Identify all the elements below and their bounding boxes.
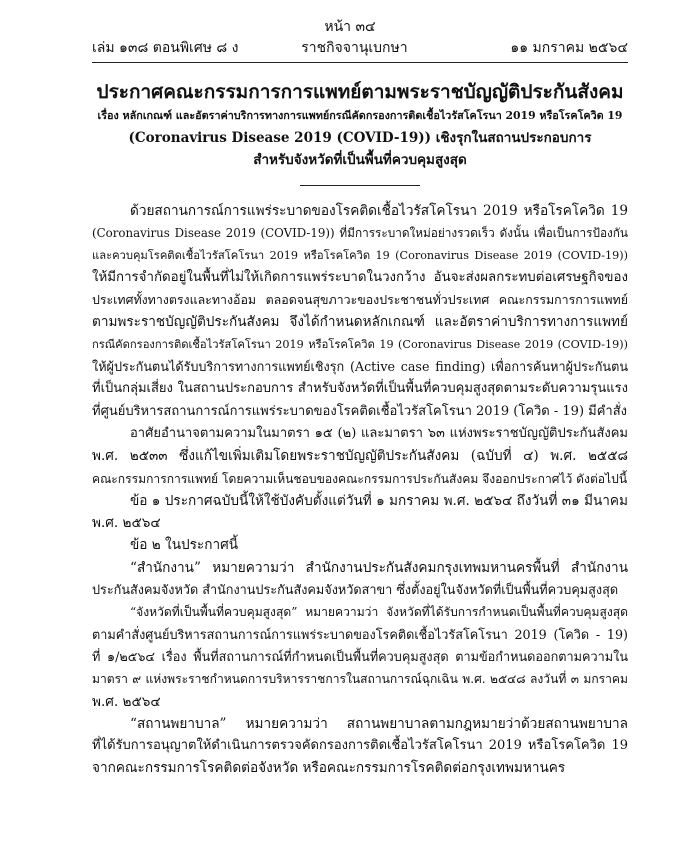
paragraph-line: ให้มีการจำกัดอยู่ในพื้นที่ไม่ให้เกิดการแพร่ระบาดในวงกว้าง อันจะส่งผลกระทบต่อเศรษฐกิจของ — [92, 269, 628, 285]
subject-line: เรื่อง หลักเกณฑ์ และอัตราค่าบริการทางการแพทย์กรณีคัดกรองการติดเชื้อไวรัสโคโรนา 2019 หรือโรคโควิด 19 — [97, 109, 623, 122]
paragraph-line: ที่ได้รับการอนุญาตให้ดำเนินการตรวจคัดกรองการติดเชื้อไวรัสโคโรนา 2019 หรือโรคโควิด 19 — [92, 738, 628, 754]
announcement-body — [92, 200, 628, 780]
paragraph-line: ตามพระราชบัญญัติประกันสังคม จึงได้กำหนดหลักเกณฑ์ และอัตราค่าบริการทางการแพทย์ — [92, 314, 628, 331]
announcement-title: ประกาศคณะกรรมการการแพทย์ตามพระราชบัญญัติประกันสังคม — [96, 81, 624, 103]
paragraph-line: อาศัยอำนาจตามความในมาตรา ๑๕ (๒) และมาตรา ๖๓ แห่งพระราชบัญญัติประกันสังคม — [130, 425, 628, 441]
announcement-subject — [92, 105, 628, 171]
paragraph-line: ที่เป็นกลุ่มเสี่ยง ในสถานประกอบการ สำหรับจังหวัดที่เป็นพื้นที่ควบคุมสูงสุดตามระดับความรุนแรง — [92, 381, 628, 397]
paragraph-line: ที่ศูนย์บริหารสถานการณ์การแพร่ระบาดของโรคติดเชื้อไวรัสโคโรนา 2019 (โควิด - 19) มีคำสั่ง — [92, 403, 627, 419]
paragraph-line: ข้อ ๒ ในประกาศนี้ — [130, 537, 239, 554]
paragraph-line: มาตรา ๙ แห่งพระราชกำหนดการบริหารราชการในสถานการณ์ฉุกเฉิน พ.ศ. ๒๕๔๘ ลงวันที่ ๓ มกราคม — [92, 672, 628, 687]
paragraph-line: ตามคำสั่งศูนย์บริหารสถานการณ์การแพร่ระบาดของโรคติดเชื้อไวรัสโคโรนา 2019 (โควิด - 19) — [92, 626, 628, 642]
body-paragraph — [92, 534, 628, 556]
page-number: หน้า ๓๔ — [324, 19, 376, 35]
paragraph-line: “จังหวัดที่เป็นพื้นที่ควบคุมสูงสุด” หมายความว่า จังหวัดที่ได้รับการกำหนดเป็นพื้นที่ควบคุมสูงสุด — [130, 605, 628, 620]
body-paragraph — [92, 557, 628, 602]
paragraph-line: จากคณะกรรมการโรคติดต่อจังหวัด หรือคณะกรรมการโรคติดต่อกรุงเทพมหานคร — [92, 760, 566, 777]
header-rule — [92, 62, 628, 63]
paragraph-line: กรณีคัดกรองการติดเชื้อไวรัสโคโรนา 2019 หรือโรคโควิด 19 (Coronavirus Disease 2019 (COVID-19)) — [92, 337, 628, 351]
body-paragraph — [92, 601, 628, 712]
paragraph-line: ประกันสังคมจังหวัด สำนักงานประกันสังคมจังหวัดสาขา ซึ่งตั้งอยู่ในจังหวัดที่เป็นพื้นที่ควบคุมสูงสุด — [92, 582, 619, 598]
paragraph-line: คณะกรรมการการแพทย์ โดยความเห็นชอบของคณะกรรมการประกันสังคม จึงออกประกาศไว้ ดังต่อไปนี้ — [92, 471, 628, 486]
paragraph-line: ข้อ ๑ ประกาศฉบับนี้ให้ใช้บังคับตั้งแต่วันที่ ๑ มกราคม พ.ศ. ๒๕๖๔ ถึงวันที่ ๓๑ มีนาคม — [130, 492, 628, 509]
body-paragraph — [92, 713, 628, 780]
paragraph-line: และควบคุมโรคติดเชื้อไวรัสโคโรนา 2019 หรือโรคโควิด 19 (Coronavirus Disease 2019 (COVID-19)) — [92, 248, 628, 262]
paragraph-line: ด้วยสถานการณ์การแพร่ระบาดของโรคติดเชื้อไวรัสโคโรนา 2019 หรือโรคโควิด 19 — [130, 203, 628, 219]
paragraph-line: พ.ศ. ๒๕๖๔ — [92, 693, 161, 710]
paragraph-line: “สถานพยาบาล” หมายความว่า สถานพยาบาลตามกฎหมายว่าด้วยสถานพยาบาล — [130, 715, 628, 732]
issue-date: ๑๑ มกราคม ๒๕๖๔ — [510, 40, 628, 56]
paragraph-line: (Coronavirus Disease 2019 (COVID-19)) ที่มีการระบาดใหม่อย่างรวดเร็ว ดังนั้น เพื่อเป็นการป้องกัน — [92, 226, 628, 241]
paragraph-line: ให้ผู้ประกันตนได้รับบริการทางการแพทย์เชิงรุก (Active case finding) เพื่อการค้นหาผู้ประกันตน — [92, 359, 628, 375]
paragraph-line: ประเทศทั้งทางตรงและทางอ้อม ตลอดจนสุขภาวะของประชาชนทั่วประเทศ คณะกรรมการการแพทย์ — [92, 292, 628, 308]
gazette-name: ราชกิจจานุเบกษา — [301, 40, 408, 56]
subject-line: สำหรับจังหวัดที่เป็นพื้นที่ควบคุมสูงสุด — [253, 152, 467, 168]
body-paragraph — [92, 200, 628, 423]
paragraph-line: ที่ ๑/๒๕๖๔ เรื่อง พื้นที่สถานการณ์ที่กำหนดเป็นพื้นที่ควบคุมสูงสุด ตามข้อกำหนดออกตามความใน — [92, 648, 628, 664]
title-divider — [300, 185, 420, 186]
body-paragraph — [92, 423, 628, 490]
body-paragraph — [92, 490, 628, 535]
paragraph-line: พ.ศ. ๒๕๖๔ — [92, 515, 161, 532]
gazette-header — [92, 38, 628, 58]
volume-label: เล่ม ๑๓๘ ตอนพิเศษ ๘ ง — [92, 40, 239, 56]
paragraph-line: “สำนักงาน” หมายความว่า สำนักงานประกันสังคมกรุงเทพมหานครพื้นที่ สำนักงาน — [130, 559, 628, 576]
paragraph-line: พ.ศ. ๒๕๓๓ ซึ่งแก้ไขเพิ่มเติมโดยพระราชบัญญัติประกันสังคม (ฉบับที่ ๔) พ.ศ. ๒๕๕๘ — [92, 448, 628, 465]
subject-line: (Coronavirus Disease 2019 (COVID-19)) เชิงรุกในสถานประกอบการ — [128, 130, 592, 146]
